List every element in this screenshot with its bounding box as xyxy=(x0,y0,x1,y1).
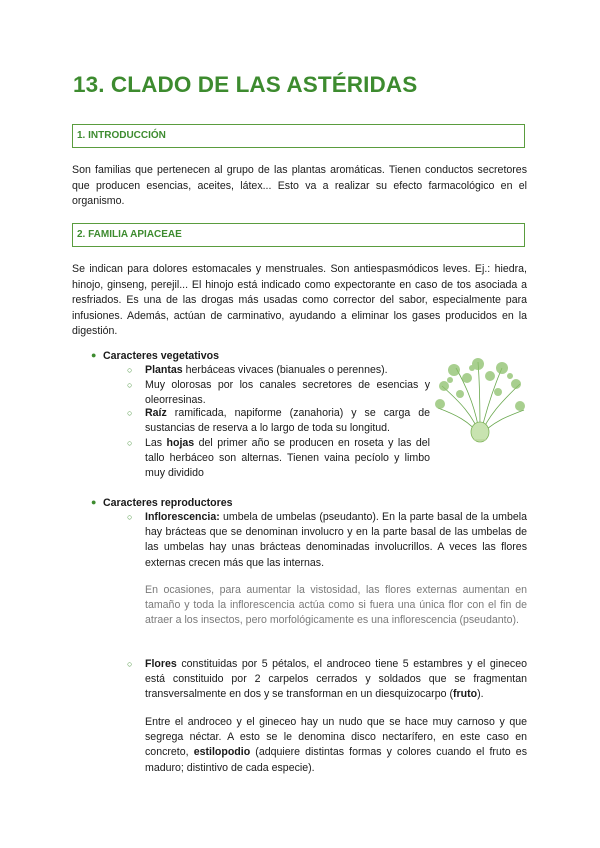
item-bold: hojas xyxy=(166,437,195,449)
item-bold: Plantas xyxy=(145,364,183,376)
circle-bullet-icon: ○ xyxy=(127,380,133,390)
gray-note: En ocasiones, para aumentar la vistosidad, las flores externas aumentan en tamaño y toda la inflorescencia actúa como si fuera una única flor con el fin de atraer a los insectos, pero morfológicamente es una inflorescencia (pseudanto). xyxy=(145,584,527,627)
item-bold: Raíz xyxy=(145,407,167,419)
apiaceae-paragraph: Se indican para dolores estomacales y menstruales. Son antiespasmódicos leves. Ej.: hiedra, hinojo, ginseng, perejil... El hinojo está indicado como expectorante en caso de tos asociada a resfriados. Es una de las drogas más usadas como corrector del sabor, especialmente para infusiones. Además, actúan de carminativo, ayudando a eliminar los gases producidos en la digestión. xyxy=(72,263,527,338)
bullet-dot-icon: ● xyxy=(91,497,97,507)
circle-bullet-icon: ○ xyxy=(127,438,133,448)
section-heading: 2. FAMILIA APIACEAE xyxy=(77,229,182,240)
item-bold: Flores xyxy=(145,658,177,670)
bullet-vegetativos xyxy=(91,348,219,364)
bullet-label: Caracteres vegetativos xyxy=(103,350,220,362)
section-heading-box xyxy=(72,124,525,148)
item-bold: fruto xyxy=(452,688,478,701)
section-heading-box xyxy=(72,223,525,247)
fennel-plant-illustration xyxy=(434,356,526,444)
list-item xyxy=(127,510,527,571)
item-text: del primer año se producen en roseta y las del tallo herbáceo son alternas. Tienen vaina pecíolo y limbo muy dividido xyxy=(145,437,430,480)
list-item xyxy=(127,363,430,378)
item-text: Entre el androceo y el gineceo hay un nudo que se hace muy carnoso y que segrega néctar. A esto se le denomina disco nectarífero, en este caso en concreto, xyxy=(145,716,527,759)
item-text: ramificada, napiforme (zanahoria) y se carga de sustancias de reserva a lo largo de toda su longitud. xyxy=(145,407,430,435)
item-text: umbela de umbelas (pseudanto). En la parte basal de la umbela hay brácteas que se denominan involucro y en la parte basal de las umbelas de las umbelas hay unas brácteas denominadas involucrillos. A veces las flores externas crecen más que las internas. xyxy=(145,511,527,569)
androceo-paragraph xyxy=(145,715,527,776)
item-bold: estilopodio xyxy=(193,746,251,759)
intro-paragraph: Son familias que pertenecen al grupo de las plantas aromáticas. Tienen conductos secretores que producen esencias, aceites, látex... Esto va a realizar su efecto farmacológico en el organismo. xyxy=(72,164,527,208)
section-heading: 1. INTRODUCCIÓN xyxy=(77,130,166,141)
item-text: Las xyxy=(145,437,167,449)
item-bold: Inflorescencia: xyxy=(145,511,220,523)
list-item xyxy=(127,378,430,408)
circle-bullet-icon: ○ xyxy=(127,408,133,418)
bullet-dot-icon: ● xyxy=(91,350,97,360)
item-text: Muy olorosas por los canales secretores de esencias y oleorresinas. xyxy=(145,379,430,407)
list-item xyxy=(127,436,430,482)
item-text: ). xyxy=(477,688,484,701)
circle-bullet-icon: ○ xyxy=(127,659,133,669)
bullet-reproductores xyxy=(91,495,233,511)
item-text: (adquiere distintas formas y colores cuando el fruto es maduro; distintivo de cada especie). xyxy=(145,746,527,774)
list-item xyxy=(127,657,527,703)
list-item xyxy=(127,406,430,436)
item-text: constituidas por 5 pétalos, el androceo tiene 5 estambres y el gineceo está constituido por 2 carpelos cerrados y soldados que se fragmentan transversalmente en dos y se transforman en un diesquizocarpo ( xyxy=(145,658,527,701)
circle-bullet-icon: ○ xyxy=(127,365,133,375)
page-title: 13. CLADO DE LAS ASTÉRIDAS xyxy=(73,72,418,97)
circle-bullet-icon: ○ xyxy=(127,512,133,522)
bullet-label: Caracteres reproductores xyxy=(103,497,233,509)
item-text: herbáceas vivaces (bianuales o perennes). xyxy=(182,364,388,376)
